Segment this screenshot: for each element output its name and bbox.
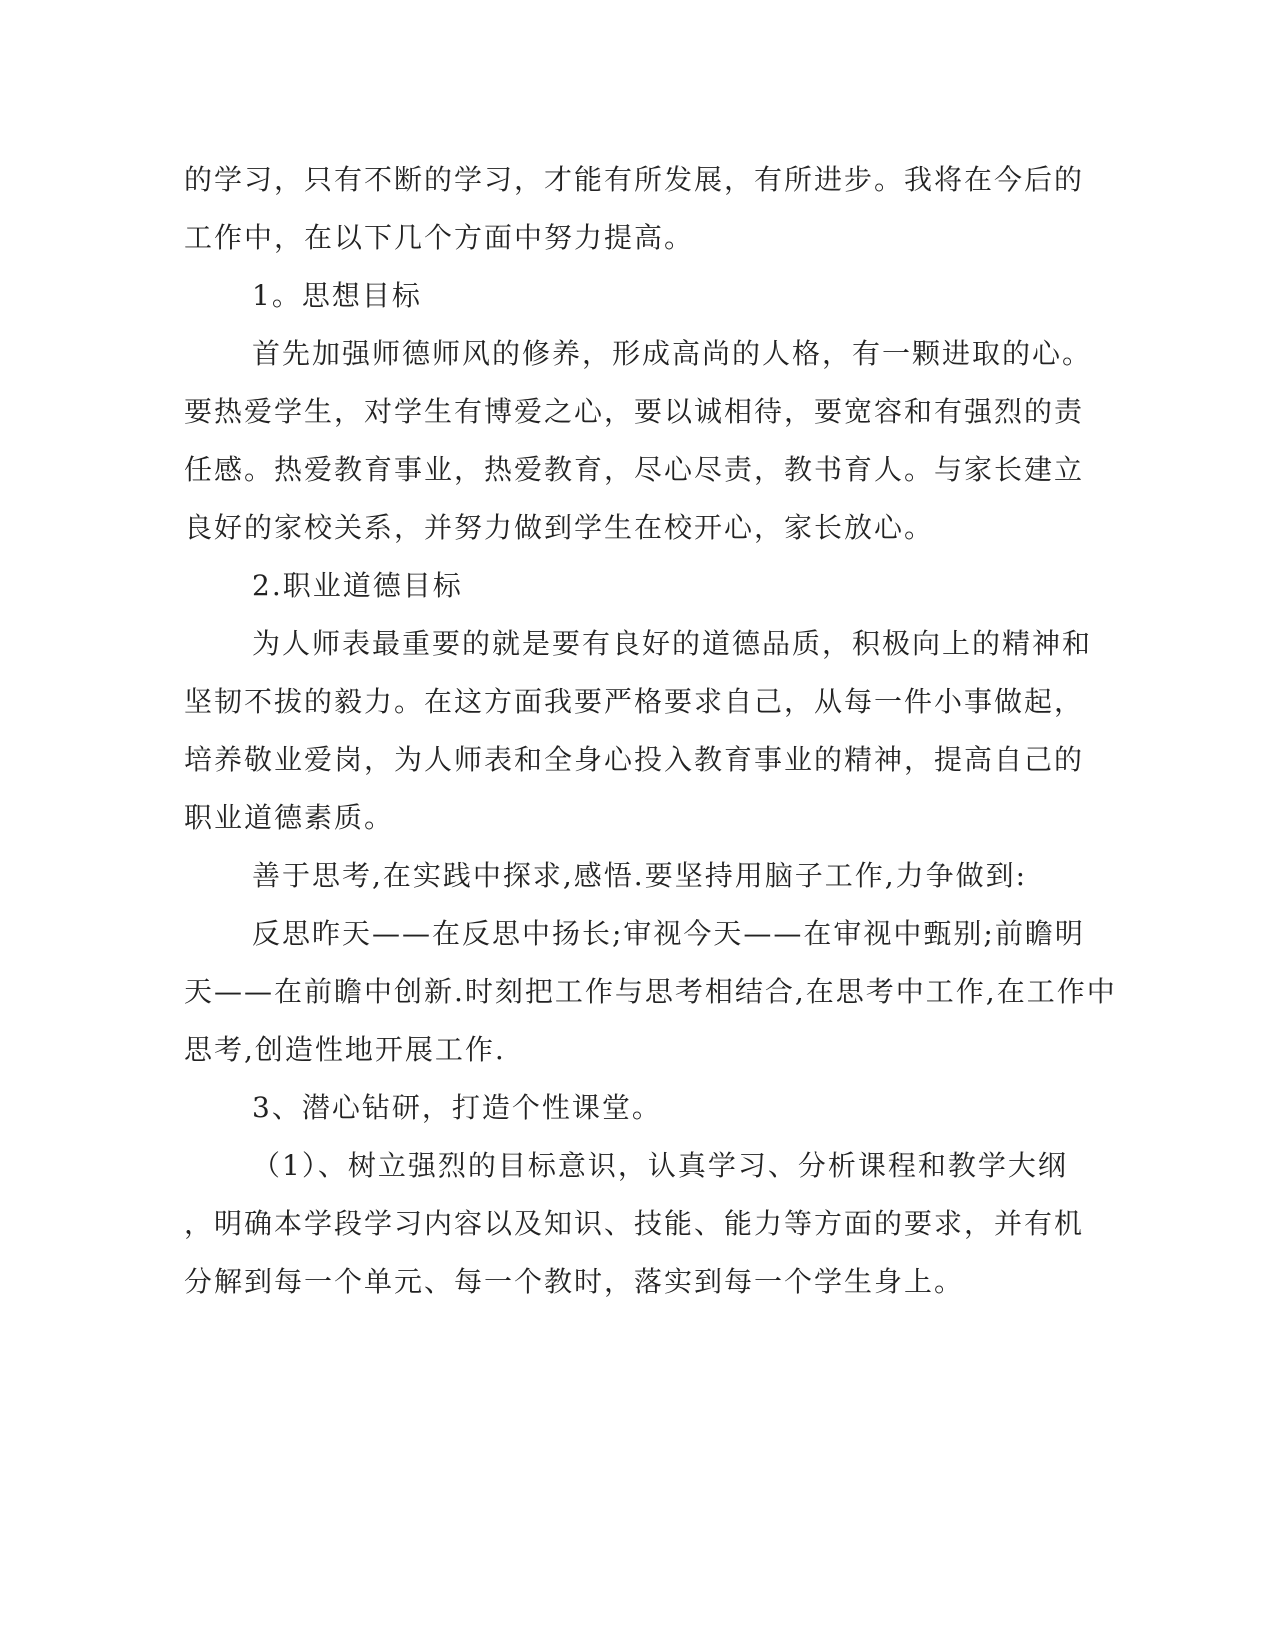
- section-heading: 2.职业道德目标: [252, 569, 463, 602]
- text-line: 坚韧不拔的毅力。在这方面我要严格要求自己，从每一件小事做起，: [184, 685, 1085, 718]
- text-line: 良好的家校关系，并努力做到学生在校开心，家长放心。: [184, 511, 935, 544]
- text-line: 培养敬业爱岗，为人师表和全身心投入教育事业的精神，提高自己的: [184, 743, 1085, 776]
- text-line: 分解到每一个单元、每一个教时，落实到每一个学生身上。: [184, 1265, 965, 1298]
- section-heading: 1。思想目标: [252, 279, 422, 312]
- text-line: 职业道德素质。: [184, 801, 395, 834]
- text-line: 要热爱学生，对学生有博爱之心，要以诚相待，要宽容和有强烈的责: [184, 395, 1085, 428]
- section-heading: 3、潜心钻研，打造个性课堂。: [252, 1091, 662, 1124]
- text-line: 思考,创造性地开展工作.: [184, 1033, 506, 1066]
- text-line: 为人师表最重要的就是要有良好的道德品质，积极向上的精神和: [252, 627, 1093, 660]
- text-line: 的学习，只有不断的学习，才能有所发展，有所进步。我将在今后的: [184, 163, 1085, 196]
- text-line: （1）、树立强烈的目标意识，认真学习、分析课程和教学大纲: [252, 1149, 1068, 1182]
- text-line: ，明确本学段学习内容以及知识、技能、能力等方面的要求，并有机: [184, 1207, 1085, 1240]
- text-line: 任感。热爱教育事业，热爱教育，尽心尽责，教书育人。与家长建立: [184, 453, 1085, 486]
- text-line: 反思昨天——在反思中扬长;审视今天——在审视中甄别;前瞻明: [252, 917, 1085, 950]
- text-line: 善于思考,在实践中探求,感悟.要坚持用脑子工作,力争做到:: [252, 859, 1028, 892]
- text-line: 首先加强师德师风的修养，形成高尚的人格，有一颗进取的心。: [252, 337, 1093, 370]
- text-line: 工作中，在以下几个方面中努力提高。: [184, 221, 695, 254]
- text-line: 天——在前瞻中创新.时刻把工作与思考相结合,在思考中工作,在工作中: [184, 975, 1117, 1008]
